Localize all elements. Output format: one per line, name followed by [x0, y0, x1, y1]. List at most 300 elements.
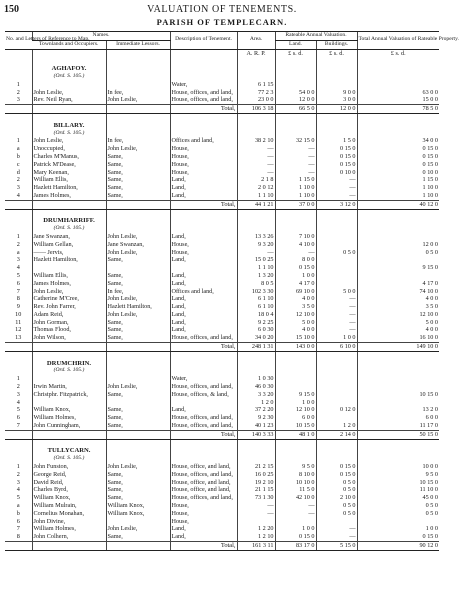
lessor: Same, — [106, 422, 170, 430]
ref-cell — [5, 360, 32, 368]
table-row — [5, 89, 439, 97]
lessor — [106, 518, 170, 526]
lessor: Jane Swanzan, — [106, 241, 170, 249]
empty-cell — [170, 225, 237, 233]
total-value: 1 0 0 — [357, 525, 439, 533]
total-value: 5 0 0 — [357, 319, 439, 327]
spacer-cell — [106, 113, 170, 121]
occupier: John Gorman, — [32, 319, 106, 327]
section-spacer — [5, 57, 439, 65]
map-ref: b — [16, 152, 20, 160]
lessor: Same, — [106, 334, 170, 342]
occupier: Patrick M'Dease, — [32, 161, 106, 169]
buildings-value — [316, 383, 357, 391]
ordnance-row — [5, 455, 439, 463]
col-lessors: Immediate Lessors. — [106, 40, 170, 49]
spacer-cell — [32, 351, 106, 359]
land-value: 1 15 0 — [275, 176, 316, 184]
ref-cell — [5, 105, 32, 114]
total-value: 0 10 0 — [357, 169, 439, 177]
area-value: 9 2 30 — [237, 414, 275, 422]
land-value: 1 0 0 — [275, 399, 316, 407]
table-row — [5, 153, 439, 161]
units-row: A. R. P. £ s. d. £ s. d. £ s. d. — [5, 49, 439, 57]
total-value — [357, 399, 439, 407]
tenement-description: House, offices, and land, — [170, 334, 237, 342]
table-row — [5, 479, 439, 487]
total-value — [357, 383, 439, 391]
lessor: Same, — [106, 169, 170, 177]
area-value: — — [237, 249, 275, 257]
map-ref: 8 — [16, 295, 20, 303]
land-value: — — [275, 145, 316, 153]
total-value: 10 15 0 — [357, 391, 439, 399]
occupier — [32, 399, 106, 407]
total-area: 140 3 33 — [237, 430, 275, 439]
lessor: Same, — [106, 414, 170, 422]
ordnance-sheet: (Ord. S. 105.) — [32, 130, 106, 138]
buildings-value: 1 5 0 — [316, 137, 357, 145]
area-value: 2 0 12 — [237, 184, 275, 192]
page-header — [4, 3, 440, 29]
lessor: John Leslie, — [106, 96, 170, 104]
area-value: 16 0 25 — [237, 471, 275, 479]
area-value: 1 2 0 — [237, 399, 275, 407]
tenement-description: Land, — [170, 525, 237, 533]
spacer-cell — [237, 209, 275, 217]
lessor: Same, — [106, 280, 170, 288]
empty-cell — [170, 65, 237, 73]
col-names: Names. — [32, 32, 170, 41]
land-value: 12 10 0 — [275, 406, 316, 414]
area-value: 9 3 20 — [237, 241, 275, 249]
spacer-cell — [316, 209, 357, 217]
total-label: Total, — [170, 343, 237, 352]
map-ref: a — [16, 248, 20, 256]
land-value: 15 10 0 — [275, 334, 316, 342]
land-value: 12 0 0 — [275, 96, 316, 104]
empty-cell — [106, 343, 170, 352]
lessor: Same, — [106, 176, 170, 184]
table-row — [5, 145, 439, 153]
ordnance-sheet: (Ord. S. 105.) — [32, 455, 106, 463]
empty-cell — [316, 455, 357, 463]
empty-cell — [106, 542, 170, 551]
lessor: John Leslie, — [106, 145, 170, 153]
buildings-value: 0 5 0 — [316, 486, 357, 494]
land-value: 4 10 0 — [275, 241, 316, 249]
lessor: William Knox, — [106, 510, 170, 518]
parish-title: PARISH OF TEMPLECARN. — [156, 17, 288, 27]
empty-cell — [275, 122, 316, 130]
lessor: Same, — [106, 184, 170, 192]
empty-cell — [237, 447, 275, 455]
empty-cell — [316, 447, 357, 455]
tenement-description: Land, — [170, 295, 237, 303]
section-spacer — [5, 439, 439, 447]
spacer-cell — [316, 113, 357, 121]
table-row — [5, 319, 439, 327]
buildings-value: 0 15 0 — [316, 153, 357, 161]
tenement-description: House, office, and land, — [170, 486, 237, 494]
area-value: 38 2 10 — [237, 137, 275, 145]
buildings-value: — — [316, 311, 357, 319]
total-area: 161 3 11 — [237, 542, 275, 551]
lessor — [106, 399, 170, 407]
lessor: Same, — [106, 319, 170, 327]
empty-cell — [237, 367, 275, 375]
map-ref: 1 — [16, 137, 20, 145]
ref-cell — [5, 430, 32, 439]
table-row — [5, 233, 439, 241]
tenement-description: House, office, and land, — [170, 479, 237, 487]
empty-cell — [32, 200, 106, 209]
total-value: 0 15 0 — [357, 153, 439, 161]
ref-cell — [5, 455, 32, 463]
map-ref: 5 — [16, 271, 20, 279]
table-row — [5, 399, 439, 407]
total-valuation: 149 10 0 — [357, 343, 439, 352]
tenement-description — [170, 264, 237, 272]
table-row — [5, 81, 439, 89]
buildings-value: 0 15 0 — [316, 161, 357, 169]
occupier: James Holmes, — [32, 280, 106, 288]
empty-cell — [106, 430, 170, 439]
total-label: Total, — [170, 542, 237, 551]
table-row — [5, 256, 439, 264]
area-value: 15 0 25 — [237, 256, 275, 264]
ref-cell — [5, 217, 32, 225]
land-value: — — [275, 161, 316, 169]
empty-cell — [170, 217, 237, 225]
occupier: William Holmes, — [32, 414, 106, 422]
townland-name: DRUMHARRIFF. — [32, 217, 106, 225]
buildings-value — [316, 241, 357, 249]
col-ratable: Rateable Annual Valuation. — [275, 32, 357, 41]
tenement-description: House, offices, and land, — [170, 383, 237, 391]
empty-cell — [275, 130, 316, 138]
townland-name: TULLYCARN. — [32, 447, 106, 455]
table-row — [5, 525, 439, 533]
total-value: 74 10 0 — [357, 288, 439, 296]
spacer-cell — [32, 113, 106, 121]
total-buildings: 3 12 0 — [316, 200, 357, 209]
area-value: 37 2 20 — [237, 406, 275, 414]
empty-cell — [237, 455, 275, 463]
total-value: 11 17 0 — [357, 422, 439, 430]
total-value — [357, 81, 439, 89]
tenement-description: House, offices, and land, — [170, 471, 237, 479]
empty-cell — [357, 65, 439, 73]
empty-cell — [357, 447, 439, 455]
table-row — [5, 383, 439, 391]
total-value: 1 10 0 — [357, 192, 439, 200]
map-ref: 1 — [16, 375, 20, 383]
buildings-value — [316, 399, 357, 407]
empty-cell — [170, 360, 237, 368]
map-ref: 8 — [16, 533, 20, 541]
tenement-description: House, — [170, 518, 237, 526]
buildings-value — [316, 264, 357, 272]
total-valuation: 50 15 0 — [357, 430, 439, 439]
occupier: Unoccupied, — [32, 145, 106, 153]
spacer-cell — [32, 209, 106, 217]
total-value: 45 0 0 — [357, 494, 439, 502]
tenement-description: House, — [170, 153, 237, 161]
empty-cell — [106, 367, 170, 375]
occupier: Christphr. Fitzpatrick, — [32, 391, 106, 399]
occupier — [32, 81, 106, 89]
ordnance-sheet: (Ord. S. 105.) — [32, 225, 106, 233]
occupier — [32, 264, 106, 272]
land-value: 1 10 0 — [275, 184, 316, 192]
empty-cell — [170, 73, 237, 81]
area-value: 23 0 0 — [237, 96, 275, 104]
land-value: 1 0 0 — [275, 272, 316, 280]
land-value: — — [275, 169, 316, 177]
buildings-value — [316, 256, 357, 264]
ref-cell — [5, 367, 32, 375]
total-value: 16 10 0 — [357, 334, 439, 342]
buildings-value: — — [316, 319, 357, 327]
lessor: John Leslie, — [106, 525, 170, 533]
table-row — [5, 533, 439, 541]
lessor: Same, — [106, 486, 170, 494]
total-row — [5, 200, 439, 209]
buildings-value — [316, 81, 357, 89]
table-row — [5, 137, 439, 145]
area-value: 21 2 15 — [237, 463, 275, 471]
table-row — [5, 288, 439, 296]
land-value: — — [275, 502, 316, 510]
lessor — [106, 264, 170, 272]
area-value: 73 1 30 — [237, 494, 275, 502]
spacer-cell — [106, 439, 170, 447]
buildings-value: 0 5 0 — [316, 502, 357, 510]
table-row — [5, 471, 439, 479]
empty-cell — [170, 447, 237, 455]
buildings-value: 0 10 0 — [316, 169, 357, 177]
empty-cell — [106, 225, 170, 233]
tenement-description: Land, — [170, 303, 237, 311]
tenement-description: House, — [170, 249, 237, 257]
ref-cell — [5, 65, 32, 73]
occupier: John Leslie, — [32, 89, 106, 97]
map-ref: 2 — [16, 383, 20, 391]
lessor: Same, — [106, 533, 170, 541]
area-value: — — [237, 169, 275, 177]
tenement-description: Land, — [170, 192, 237, 200]
townland-heading-row — [5, 122, 439, 130]
total-value — [357, 233, 439, 241]
tenement-description: Offices and land, — [170, 137, 237, 145]
lessor: Same, — [106, 391, 170, 399]
map-ref: 3 — [16, 390, 20, 398]
table-row — [5, 502, 439, 510]
total-value: 0 15 0 — [357, 161, 439, 169]
table-row — [5, 494, 439, 502]
buildings-value: 0 15 0 — [316, 145, 357, 153]
total-label: Total, — [170, 430, 237, 439]
table-row — [5, 241, 439, 249]
area-value: 1 1 10 — [237, 192, 275, 200]
total-value: 1 10 0 — [357, 184, 439, 192]
lessor: Same, — [106, 256, 170, 264]
section-spacer — [5, 113, 439, 121]
empty-cell — [170, 367, 237, 375]
land-value: 9 15 0 — [275, 391, 316, 399]
land-value: 3 5 0 — [275, 303, 316, 311]
total-area: 106 3 18 — [237, 105, 275, 114]
map-ref: 3 — [16, 478, 20, 486]
total-value: 9 15 0 — [357, 264, 439, 272]
empty-cell — [316, 130, 357, 138]
total-land: 83 17 0 — [275, 542, 316, 551]
table-row — [5, 249, 439, 257]
empty-cell — [106, 455, 170, 463]
empty-cell — [106, 217, 170, 225]
map-ref: 1 — [16, 463, 20, 471]
lessor: In fee, — [106, 137, 170, 145]
total-row — [5, 105, 439, 114]
buildings-value: — — [316, 303, 357, 311]
table-row — [5, 375, 439, 383]
col-area: Area. — [237, 32, 275, 50]
empty-cell — [275, 225, 316, 233]
total-value: 4 0 0 — [357, 326, 439, 334]
lessor: William Knox, — [106, 502, 170, 510]
tenement-description: Water, — [170, 375, 237, 383]
spacer-cell — [357, 351, 439, 359]
occupier: William Ellis, — [32, 272, 106, 280]
lessor: In fee, — [106, 288, 170, 296]
total-land: 37 0 0 — [275, 200, 316, 209]
map-ref: 4 — [16, 264, 20, 272]
land-value: 10 10 0 — [275, 479, 316, 487]
land-value: 32 15 0 — [275, 137, 316, 145]
land-value: — — [275, 249, 316, 257]
total-row — [5, 343, 439, 352]
total-value — [357, 375, 439, 383]
total-value: 12 10 0 — [357, 311, 439, 319]
map-ref: 3 — [16, 184, 20, 192]
total-valuation: 40 12 0 — [357, 200, 439, 209]
spacer-cell — [32, 439, 106, 447]
table-row — [5, 280, 439, 288]
table-row — [5, 391, 439, 399]
land-value: 4 0 0 — [275, 326, 316, 334]
empty-cell — [357, 225, 439, 233]
buildings-value: 9 0 0 — [316, 89, 357, 97]
spacer-cell — [237, 57, 275, 65]
empty-cell — [357, 455, 439, 463]
total-value: 15 0 0 — [357, 96, 439, 104]
tenement-description: House, — [170, 241, 237, 249]
occupier: John Leslie, — [32, 137, 106, 145]
map-ref: b — [16, 509, 20, 517]
land-value — [275, 375, 316, 383]
land-value: 4 0 0 — [275, 295, 316, 303]
total-value: 63 0 0 — [357, 89, 439, 97]
spacer-cell — [275, 439, 316, 447]
total-value: 0 5 0 — [357, 249, 439, 257]
buildings-value: 0 15 0 — [316, 471, 357, 479]
lessor: Same, — [106, 479, 170, 487]
land-value: 42 10 0 — [275, 494, 316, 502]
empty-cell — [275, 455, 316, 463]
total-area: 44 1 21 — [237, 200, 275, 209]
total-row — [5, 430, 439, 439]
map-ref: 5 — [16, 406, 20, 414]
lessor: Same, — [106, 272, 170, 280]
total-value: 0 15 0 — [357, 533, 439, 541]
table-row — [5, 518, 439, 526]
buildings-value: — — [316, 192, 357, 200]
total-value: 4 17 0 — [357, 280, 439, 288]
buildings-value: 1 2 0 — [316, 422, 357, 430]
tenement-description: Land, — [170, 176, 237, 184]
map-ref: 11 — [15, 318, 22, 326]
map-ref: 7 — [16, 525, 20, 533]
map-ref: 3 — [16, 256, 20, 264]
occupier: Rev. Neil Ryan, — [32, 96, 106, 104]
area-value: 21 1 15 — [237, 486, 275, 494]
lessor: John Leslie, — [106, 463, 170, 471]
map-ref: 1 — [16, 80, 20, 88]
table-row — [5, 414, 439, 422]
occupier: Charles M'Manus, — [32, 153, 106, 161]
empty-cell — [32, 105, 106, 114]
land-value: 11 5 0 — [275, 486, 316, 494]
buildings-value: 1 0 0 — [316, 334, 357, 342]
occupier: John Colhern, — [32, 533, 106, 541]
empty-cell — [170, 455, 237, 463]
occupier: Jane Swanzan, — [32, 233, 106, 241]
land-value: 8 10 0 — [275, 471, 316, 479]
empty-cell — [237, 73, 275, 81]
lessor: John Leslie, — [106, 295, 170, 303]
total-value: 13 2 0 — [357, 406, 439, 414]
spacer-cell — [32, 57, 106, 65]
spacer-cell — [357, 209, 439, 217]
table-row — [5, 406, 439, 414]
spacer-cell — [316, 439, 357, 447]
ref-cell — [5, 343, 32, 352]
map-ref: a — [16, 145, 20, 153]
spacer-cell — [237, 351, 275, 359]
spacer-cell — [5, 57, 32, 65]
land-value: — — [275, 510, 316, 518]
tenement-description: House, offices, and land, — [170, 89, 237, 97]
total-value — [357, 256, 439, 264]
buildings-value: — — [316, 533, 357, 541]
column-header-row — [5, 32, 439, 41]
map-ref: 2 — [16, 88, 20, 96]
area-value: 46 0 30 — [237, 383, 275, 391]
map-ref: 1 — [16, 232, 20, 240]
empty-cell — [237, 130, 275, 138]
area-value: 1 2 10 — [237, 533, 275, 541]
buildings-value: 0 12 0 — [316, 406, 357, 414]
spacer-cell — [5, 439, 32, 447]
total-value: 10 15 0 — [357, 479, 439, 487]
spacer-cell — [5, 113, 32, 121]
total-value — [357, 518, 439, 526]
lessor: Same, — [106, 471, 170, 479]
empty-cell — [275, 360, 316, 368]
spacer-cell — [106, 351, 170, 359]
townland-heading-row — [5, 217, 439, 225]
